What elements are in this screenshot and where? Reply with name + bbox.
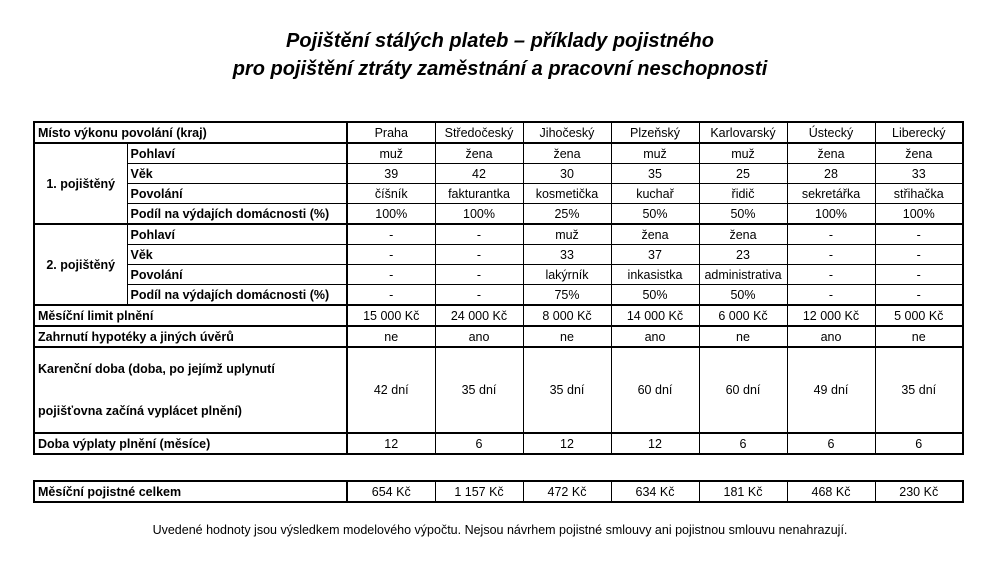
table-cell: - (787, 245, 875, 265)
table-cell: 23 (699, 245, 787, 265)
table-cell: fakturantka (435, 184, 523, 204)
table-cell: 6 (787, 433, 875, 454)
region-header-label: Místo výkonu povolání (kraj) (34, 122, 347, 143)
table-cell: 39 (347, 164, 435, 184)
table-cell: 181 Kč (699, 481, 787, 502)
page-title (0, 27, 1000, 83)
table-cell: 35 dní (435, 347, 523, 433)
table-cell: ne (875, 326, 963, 347)
table-cell: - (787, 224, 875, 245)
table-cell: 50% (611, 285, 699, 306)
table-cell: 42 (435, 164, 523, 184)
table-cell: - (347, 245, 435, 265)
table-cell: žena (435, 143, 523, 164)
disclaimer-note: Uvedené hodnoty jsou výsledkem modelového výpočtu. Nejsou návrhem pojistné smlouvy ani pojistnou smlouvu nenahrazují. (152, 523, 848, 537)
table-cell: 50% (699, 285, 787, 306)
table-cell: 472 Kč (523, 481, 611, 502)
table-cell: - (875, 245, 963, 265)
table-row (34, 204, 963, 225)
table-cell: 30 (523, 164, 611, 184)
table-cell: kuchař (611, 184, 699, 204)
table-row (34, 245, 963, 265)
table-cell: 60 dní (611, 347, 699, 433)
table-cell: 654 Kč (347, 481, 435, 502)
table-cell: 35 dní (875, 347, 963, 433)
table-cell: 33 (875, 164, 963, 184)
table-cell: 35 dní (523, 347, 611, 433)
table-cell: inkasistka (611, 265, 699, 285)
region-cell: Praha (347, 122, 435, 143)
table-row (34, 347, 963, 433)
waiting-label-line-2: pojišťovna začíná vyplácet plnění) (38, 403, 242, 418)
insured-2-label: 2. pojištěný (34, 224, 127, 305)
premium-examples-table (33, 121, 964, 455)
row-label: Zahrnutí hypotéky a jiných úvěrů (34, 326, 347, 347)
table-cell: 49 dní (787, 347, 875, 433)
table-cell: žena (523, 143, 611, 164)
table-cell: ne (523, 326, 611, 347)
table-cell: 25% (523, 204, 611, 225)
table-cell: 25 (699, 164, 787, 184)
table-cell: muž (699, 143, 787, 164)
table-row (34, 224, 963, 245)
table-row (34, 164, 963, 184)
table-cell: 100% (875, 204, 963, 225)
table-cell: ano (787, 326, 875, 347)
table-cell: muž (523, 224, 611, 245)
table-cell: žena (875, 143, 963, 164)
table-cell: 12 (347, 433, 435, 454)
table-cell: 42 dní (347, 347, 435, 433)
table-row (34, 143, 963, 164)
row-label (34, 347, 347, 433)
table-cell: - (435, 285, 523, 306)
table-cell: 37 (611, 245, 699, 265)
region-cell: Jihočeský (523, 122, 611, 143)
table-cell: 12 (611, 433, 699, 454)
table-cell: 50% (611, 204, 699, 225)
region-cell: Karlovarský (699, 122, 787, 143)
table-cell: 8 000 Kč (523, 305, 611, 326)
row-label: Měsíční limit plnění (34, 305, 347, 326)
table-row (34, 433, 963, 454)
table-cell: 100% (787, 204, 875, 225)
table-row (34, 326, 963, 347)
total-premium-table (33, 480, 964, 503)
table-cell: muž (611, 143, 699, 164)
table-cell: kosmetička (523, 184, 611, 204)
table-cell: 24 000 Kč (435, 305, 523, 326)
row-label: Podíl na výdajích domácnosti (%) (127, 204, 347, 225)
table-row (34, 285, 963, 306)
total-row (34, 481, 963, 502)
table-cell: - (787, 265, 875, 285)
table-cell: 468 Kč (787, 481, 875, 502)
row-label: Věk (127, 245, 347, 265)
table-cell: - (875, 224, 963, 245)
title-line-2: pro pojištění ztráty zaměstnání a pracovní neschopnosti (232, 58, 768, 80)
table-cell: 75% (523, 285, 611, 306)
table-cell: 1 157 Kč (435, 481, 523, 502)
table-cell: lakýrník (523, 265, 611, 285)
table-cell: 6 (875, 433, 963, 454)
row-label: Věk (127, 164, 347, 184)
table-cell: sekretářka (787, 184, 875, 204)
table-cell: - (435, 245, 523, 265)
table-cell: 14 000 Kč (611, 305, 699, 326)
row-label: Pohlaví (127, 143, 347, 164)
table-cell: - (347, 285, 435, 306)
table-cell: 15 000 Kč (347, 305, 435, 326)
table-cell: muž (347, 143, 435, 164)
table-cell: ne (699, 326, 787, 347)
table-cell: 100% (435, 204, 523, 225)
table-cell: žena (699, 224, 787, 245)
row-label: Doba výplaty plnění (měsíce) (34, 433, 347, 454)
table-cell: administrativa (699, 265, 787, 285)
table-cell: 634 Kč (611, 481, 699, 502)
table-cell: - (347, 224, 435, 245)
row-label: Podíl na výdajích domácnosti (%) (127, 285, 347, 306)
table-cell: žena (787, 143, 875, 164)
table-cell: 230 Kč (875, 481, 963, 502)
row-label: Povolání (127, 265, 347, 285)
table-row (34, 184, 963, 204)
table-cell: - (875, 285, 963, 306)
region-cell: Plzeňský (611, 122, 699, 143)
table-cell: 50% (699, 204, 787, 225)
table-cell: - (435, 224, 523, 245)
title-line-1: Pojištění stálých plateb – příklady pojistného (286, 30, 714, 52)
table-cell: - (435, 265, 523, 285)
insured-1-label: 1. pojištěný (34, 143, 127, 224)
region-cell: Ústecký (787, 122, 875, 143)
table-cell: 6 000 Kč (699, 305, 787, 326)
table-row (34, 305, 963, 326)
region-cell: Středočeský (435, 122, 523, 143)
table-cell: 33 (523, 245, 611, 265)
table-cell: 5 000 Kč (875, 305, 963, 326)
table-cell: 6 (699, 433, 787, 454)
table-cell: - (787, 285, 875, 306)
table-cell: řidič (699, 184, 787, 204)
table-cell: 6 (435, 433, 523, 454)
table-cell: žena (611, 224, 699, 245)
table-cell: 60 dní (699, 347, 787, 433)
table-cell: - (347, 265, 435, 285)
header-row (34, 122, 963, 143)
table-cell: 100% (347, 204, 435, 225)
table-cell: ano (611, 326, 699, 347)
row-label: Měsíční pojistné celkem (34, 481, 347, 502)
table-row (34, 265, 963, 285)
row-label: Povolání (127, 184, 347, 204)
row-label: Pohlaví (127, 224, 347, 245)
table-cell: 28 (787, 164, 875, 184)
waiting-label-line-1: Karenční doba (doba, po jejímž uplynutí (38, 361, 275, 376)
table-cell: 35 (611, 164, 699, 184)
table-cell: 12 000 Kč (787, 305, 875, 326)
table-cell: střihačka (875, 184, 963, 204)
table-cell: - (875, 265, 963, 285)
table-cell: ne (347, 326, 435, 347)
table-cell: ano (435, 326, 523, 347)
table-cell: 12 (523, 433, 611, 454)
table-cell: číšník (347, 184, 435, 204)
region-cell: Liberecký (875, 122, 963, 143)
